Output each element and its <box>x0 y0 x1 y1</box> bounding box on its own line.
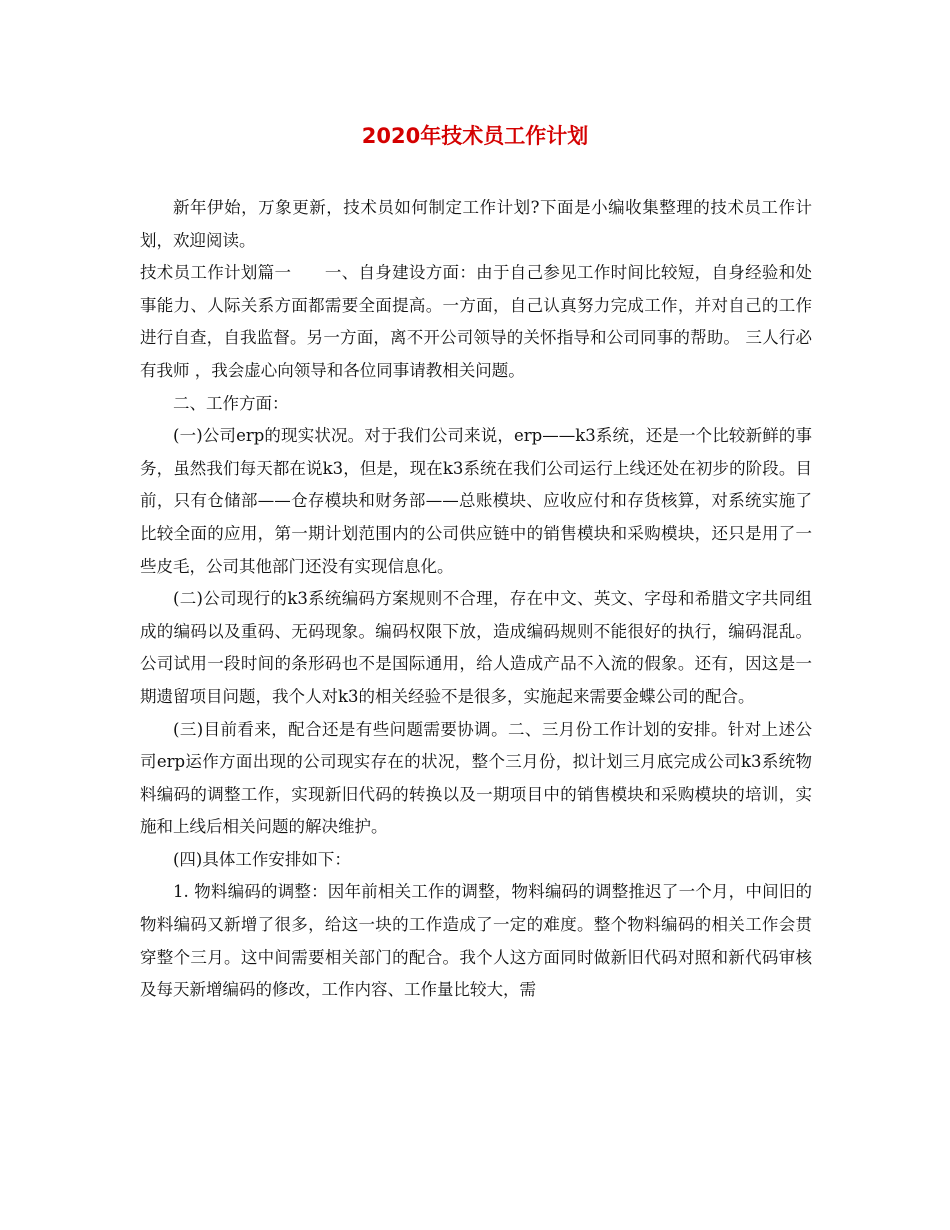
document-title: 2020年技术员工作计划 <box>361 124 589 148</box>
paragraph-erp-status: (一)公司erp的现实状况。对于我们公司来说，erp——k3系统，还是一个比较新鲜的事务，虽然我们每天都在说k3，但是，现在k3系统在我们公司运行上线还处在初步的阶段。目前，只有仓储部——仓存模块和财务部——总账模块、应收应付和存货核算，对系统实施了比较全面的应用，第一期计划范围内的公司供应链中的销售模块和采购模块，还只是用了一些皮毛，公司其他部门还没有实现信息化。 <box>140 426 812 576</box>
document-body <box>140 192 812 1007</box>
paragraph-coordination: (三)目前看来，配合还是有些问题需要协调。二、三月份工作计划的安排。针对上述公司erp运作方面出现的公司现实存在的状况，整个三月份，拟计划三月底完成公司k3系统物料编码的调整工作，实现新旧代码的转换以及一期项目中的销售模块和采购模块的培训，实施和上线后相关问题的解决维护。 <box>140 719 812 837</box>
paragraph-schedule-heading: (四)具体工作安排如下： <box>173 849 351 869</box>
paragraph-coding-scheme: (二)公司现行的k3系统编码方案规则不合理，存在中文、英文、字母和希腊文字共同组成的编码以及重码、无码现象。编码权限下放，造成编码规则不能很好的执行，编码混乱。公司试用一段时间的条形码也不是国际通用，给人造成产品不入流的假象。还有，因这是一期遗留项目问题，我个人对k3的相关经验不是很多，实施起来需要金蝶公司的配合。 <box>140 589 812 706</box>
paragraph-material-coding: 1. 物料编码的调整：因年前相关工作的调整，物料编码的调整推迟了一个月，中间旧的物料编码又新增了很多，给这一块的工作造成了一定的难度。整个物料编码的相关工作会贯穿整个三月。这中间需要相关部门的配合。我个人这方面同时做新旧代码对照和新代码审核及每天新增编码的修改，工作内容、工作量比较大，需 <box>140 882 812 1000</box>
paragraph-plan-one-self-building: 技术员工作计划篇一 一、自身建设方面：由于自己参见工作时间比较短，自身经验和处事能力、人际关系方面都需要全面提高。一方面，自己认真努力完成工作，并对自己的工作进行自查，自我监督。另一方面，离不开公司领导的关怀指导和公司同事的帮助。 三人行必有我师 ，我会虚心向领导和各位同事请教相关问题。 <box>140 263 812 380</box>
paragraph-intro: 新年伊始，万象更新，技术员如何制定工作计划?下面是小编收集整理的技术员工作计划，欢迎阅读。 <box>140 198 812 250</box>
paragraph-work-aspect-heading: 二、工作方面： <box>173 393 289 413</box>
